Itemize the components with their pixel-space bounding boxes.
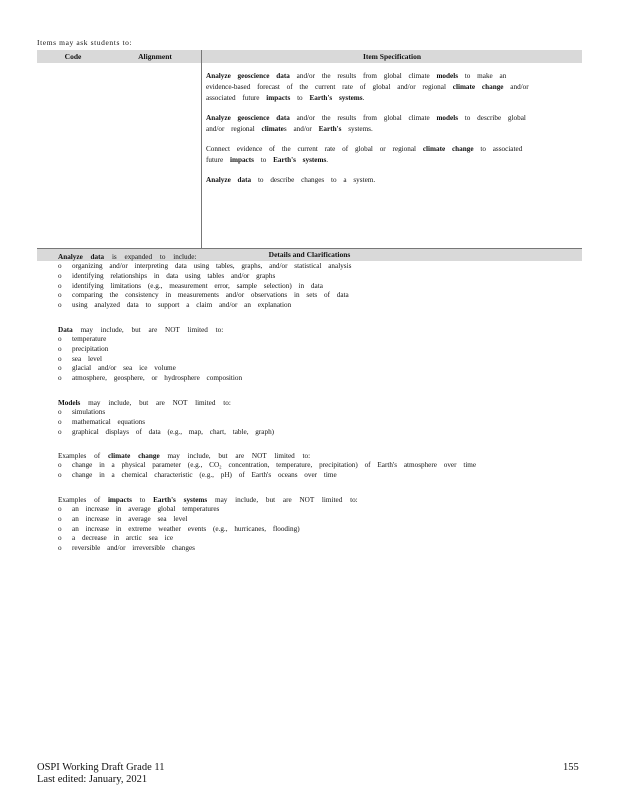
heading-text: Examples of climate change may include, but are NOT limited to: — [58, 452, 311, 461]
details-list — [45, 252, 575, 568]
item-specification-table — [37, 50, 582, 261]
list-item — [45, 544, 575, 554]
list-item — [45, 374, 575, 384]
spec-paragraph: Analyze geoscience data and/or the results from global climate models to describe global and/or regional climates and/or Earth's systems. — [206, 114, 526, 133]
details-group — [45, 495, 575, 554]
details-group-heading — [45, 451, 575, 461]
list-item — [45, 282, 575, 292]
list-item — [45, 262, 575, 272]
sub-bullet-icon: o — [58, 291, 62, 300]
sub-bullet-icon: o — [58, 364, 62, 373]
bullet-icon — [45, 252, 58, 262]
list-item-text: change in a chemical characteristic (e.g., pH) of Earth's oceans over time — [72, 471, 337, 480]
list-item-text: temperature — [72, 334, 107, 343]
list-item-text: simulations — [72, 407, 106, 416]
list-item-text: change in a physical parameter (e.g., CO₂ concentration, temperature, precipitation) of Earth's atmosphere over time — [72, 461, 477, 470]
details-group-heading — [45, 252, 575, 262]
details-group-heading — [45, 398, 575, 408]
sub-bullet-icon: o — [58, 514, 62, 523]
list-item — [45, 525, 575, 535]
list-item — [45, 461, 575, 471]
list-item — [45, 301, 575, 311]
bullet-icon — [45, 451, 58, 461]
list-item-text: precipitation — [72, 344, 109, 353]
sub-bullet-icon: o — [58, 504, 62, 513]
intro-text: Items may ask students to: — [37, 38, 133, 47]
list-item-text: an increase in extreme weather events (e.g., hurricanes, flooding) — [72, 524, 300, 533]
list-item-text: atmosphere, geosphere, or hydrosphere composition — [72, 374, 243, 383]
footer-left — [37, 762, 164, 785]
list-item-text: reversible and/or irreversible changes — [72, 544, 195, 553]
list-item-text: using analyzed data to support a claim and/or an explanation — [72, 301, 292, 310]
heading-text: Models may include, but are NOT limited to: — [58, 398, 231, 407]
list-item-text: identifying limitations (e.g., measurement error, sample selection) in data — [72, 281, 323, 290]
list-item — [45, 335, 575, 345]
sub-bullet-icon: o — [58, 344, 62, 353]
details-group — [45, 398, 575, 437]
details-group-heading — [45, 495, 575, 505]
list-item — [45, 345, 575, 355]
list-item — [45, 471, 575, 481]
list-item — [45, 534, 575, 544]
item-specification-header: Item Specification — [201, 50, 582, 63]
list-item — [45, 515, 575, 525]
list-item-text: a decrease in arctic sea ice — [72, 534, 174, 543]
code-alignment-cell — [37, 63, 201, 248]
sub-bullet-icon: o — [58, 334, 62, 343]
details-header: Details and Clarifications — [37, 248, 582, 261]
list-item-text: glacial and/or sea ice volume — [72, 364, 176, 373]
sub-bullet-icon: o — [58, 417, 62, 426]
item-specification-cell — [201, 63, 582, 248]
sub-bullet-icon: o — [58, 262, 62, 270]
sub-bullet-icon: o — [58, 471, 62, 480]
list-item — [45, 291, 575, 301]
details-group — [45, 451, 575, 481]
spec-body-row — [37, 63, 582, 248]
list-item-text: identifying relationships in data using tables and/or graphs — [72, 271, 276, 280]
list-item — [45, 364, 575, 374]
list-item-text: mathematical equations — [72, 417, 146, 426]
list-item — [45, 272, 575, 282]
table-header-row — [37, 50, 582, 63]
spec-paragraph: Analyze data to describe changes to a system. — [206, 176, 376, 184]
sub-bullet-icon: o — [58, 301, 62, 310]
list-item — [45, 505, 575, 515]
alignment-header: Alignment — [138, 52, 172, 61]
sub-bullet-icon: o — [58, 461, 62, 470]
page-number: 155 — [563, 762, 579, 773]
bullet-icon — [45, 398, 58, 408]
details-group — [45, 325, 575, 384]
sub-bullet-icon: o — [58, 427, 62, 436]
heading-text: Analyze data is expanded to include: — [58, 253, 197, 261]
list-item — [45, 428, 575, 438]
list-item-text: graphical displays of data (e.g., map, chart, table, graph) — [72, 427, 275, 436]
sub-bullet-icon: o — [58, 281, 62, 290]
sub-bullet-icon: o — [58, 524, 62, 533]
list-item-text: an increase in average sea level — [72, 514, 188, 523]
heading-text: Examples of impacts to Earth's systems may include, but are NOT limited to: — [58, 495, 358, 504]
bullet-icon — [45, 325, 58, 335]
list-item-text: comparing the consistency in measurements and/or observations in sets of data — [72, 291, 349, 300]
heading-text: Data may include, but are NOT limited to: — [58, 325, 224, 334]
list-item — [45, 408, 575, 418]
spec-paragraph: Analyze geoscience data and/or the results from global climate models to make an evidence-based forecast of the current rate of global and/or regional climate change and/or associated future impacts to Earth's systems. — [206, 72, 529, 102]
list-item-text: organizing and/or interpreting data using tables, graphs, and/or statistical analysis — [72, 262, 352, 270]
footer-doc-title: OSPI Working Draft Grade 11 — [37, 762, 165, 773]
sub-bullet-icon: o — [58, 534, 62, 543]
details-group — [45, 252, 575, 311]
list-item-text: an increase in average global temperatures — [72, 504, 220, 513]
spec-paragraph: Connect evidence of the current rate of global or regional climate change to associated future impacts to Earth's systems. — [206, 145, 523, 164]
footer-last-edited: Last edited: January, 2021 — [37, 773, 148, 785]
sub-bullet-icon: o — [58, 374, 62, 383]
sub-bullet-icon: o — [58, 407, 62, 416]
list-item-text: sea level — [72, 354, 102, 363]
sub-bullet-icon: o — [58, 354, 62, 363]
details-group-heading — [45, 325, 575, 335]
code-header: Code — [64, 52, 82, 61]
sub-bullet-icon: o — [58, 271, 62, 280]
list-item — [45, 418, 575, 428]
sub-bullet-icon: o — [58, 544, 62, 553]
bullet-icon — [45, 495, 58, 505]
list-item — [45, 355, 575, 365]
